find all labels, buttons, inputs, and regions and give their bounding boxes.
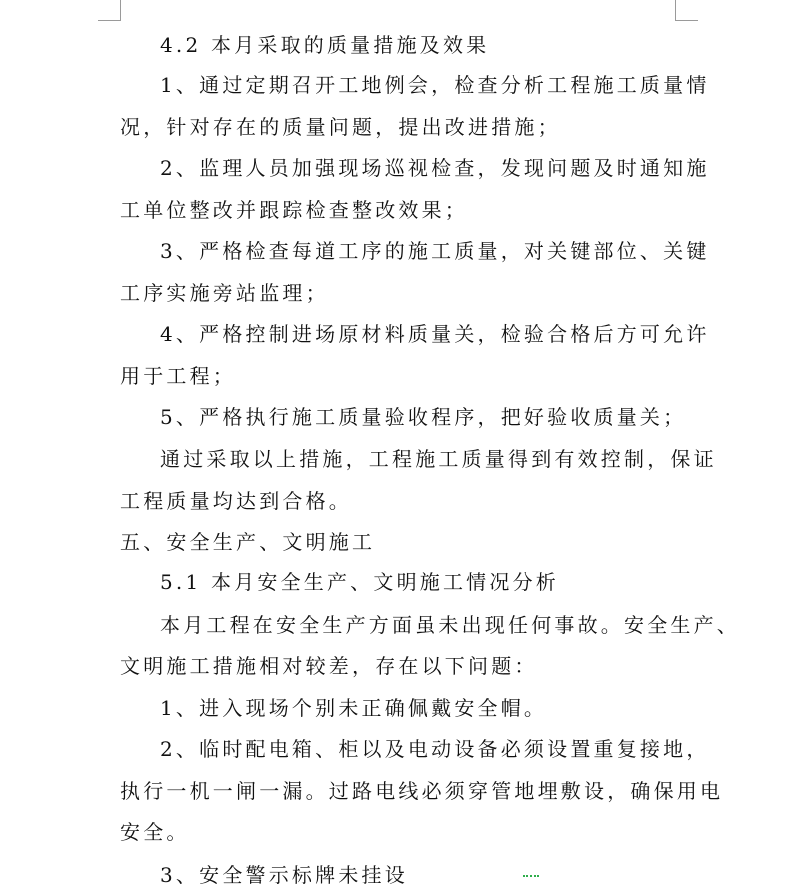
paragraph-line: 用于工程； — [120, 364, 236, 388]
paragraph-line: 工程质量均达到合格。 — [120, 489, 352, 513]
paragraph-line: 安全。 — [120, 820, 190, 844]
paragraph-line: 本月工程在安全生产方面虽未出现任何事故。安全生产、 — [160, 613, 740, 637]
paragraph-line: 工单位整改并跟踪检查整改效果； — [120, 198, 468, 222]
page-corner-mark-top-right — [675, 0, 698, 21]
paragraph-line: 5、严格执行施工质量验收程序，把好验收质量关； — [160, 405, 687, 429]
paragraph-line-cutoff: 3、安全警示标牌未挂设 — [160, 863, 408, 887]
page-corner-mark-top-left — [98, 0, 121, 21]
paragraph-line: 况，针对存在的质量问题，提出改进措施； — [120, 115, 561, 139]
paragraph-line: 1、通过定期召开工地例会，检查分析工程施工质量情 — [160, 73, 710, 97]
paragraph-line: 2、监理人员加强现场巡视检查，发现问题及时通知施 — [160, 156, 710, 180]
spellcheck-underline — [523, 869, 539, 877]
paragraph-line: 2、临时配电箱、柜以及电动设备必须设置重复接地， — [160, 737, 710, 761]
paragraph-line: 执行一机一闸一漏。过路电线必须穿管地埋敷设，确保用电 — [120, 779, 724, 803]
paragraph-line: 文明施工措施相对较差，存在以下问题： — [120, 654, 538, 678]
paragraph-line: 3、严格检查每道工序的施工质量，对关键部位、关键 — [160, 239, 710, 263]
section-heading-4-2: 4.2 本月采取的质量措施及效果 — [160, 33, 490, 57]
paragraph-line: 工序实施旁站监理； — [120, 281, 329, 305]
paragraph-line: 4、严格控制进场原材料质量关，检验合格后方可允许 — [160, 322, 710, 346]
section-heading-5: 五、安全生产、文明施工 — [120, 530, 376, 554]
section-heading-5-1: 5.1 本月安全生产、文明施工情况分析 — [160, 570, 559, 594]
paragraph-line: 1、进入现场个别未正确佩戴安全帽。 — [160, 696, 548, 720]
paragraph-line: 通过采取以上措施，工程施工质量得到有效控制，保证 — [160, 447, 717, 471]
